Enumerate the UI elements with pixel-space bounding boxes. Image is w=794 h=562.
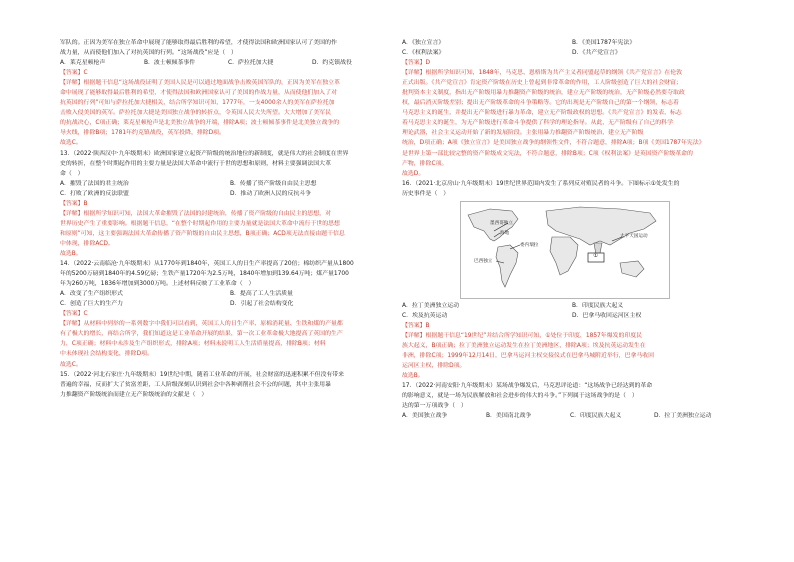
q14-answer: 【答案】C — [60, 311, 88, 318]
q13-options — [60, 179, 408, 189]
world-map-figure — [460, 201, 670, 299]
q14-detail-line: 【详解】从材料中列举的一系列数字中我们可以看到，英国工人的日生产率、原棉消耗量、生铁和煤的产量都 — [60, 321, 343, 328]
option-d: D．推动了欧洲人民的反抗斗争 — [230, 190, 312, 197]
option-a: A．美国独立战争 — [402, 413, 448, 420]
option-a: A．莱克星顿枪声 — [60, 60, 106, 67]
option-c: C．萨拉托加大捷 — [228, 60, 274, 67]
q14-stem-line: 14．（2022·云南临沧·九年级期末）从1770年到1840年，英国工人的日生产率提高了20倍；棉纺织产量从1800 — [60, 261, 354, 268]
q14-stem-line: 年为260万吨，1836年增加到3000万吨。上述材料反映了工业革命（ ） — [60, 281, 255, 288]
q15-detail-line: 权，最后消灭阶级差别；提出无产阶级革命的斗争策略等。它的出现是无产阶级自己的第一个纲领，标志着 — [402, 100, 679, 107]
q13-detail-line: 世界历史产生了重要影响。根据题干信息，“在整个时期起作用的主要力量就是法国大革命中流行于世的思想 — [60, 220, 340, 227]
q14-detail-line: 力，C项正确；材料中未涉及生产组织形式，排除A项；材料未说明工人生活质量提高，排除B项；材料 — [60, 341, 326, 348]
q13-stem-line: 13．（2022·陕西汉中·九年级期末）欧洲国家建立起资产阶级的统治地位的新制度，就是伟大的社会制度在世界 — [60, 150, 349, 157]
q12-answer: 【答案】C — [60, 70, 88, 77]
option-c: C．《权利法案》 — [402, 50, 445, 57]
q15-options — [402, 38, 750, 48]
right-column — [402, 38, 750, 421]
q16-detail-line: 运河区主权，排除D项。 — [402, 363, 466, 370]
q13-answer: 【答案】B — [60, 200, 88, 207]
q16-stem-line: 历史事件是（ ） — [402, 190, 450, 197]
q15-detail-line: 理论武器，社会主义运动开始了新的发展阶段。主张用暴力推翻资产阶级统治，建立无产阶级 — [402, 130, 644, 137]
option-d: D．《共产党宣言》 — [572, 50, 621, 57]
option-c: C．打败了欧洲的反法联盟 — [60, 190, 129, 197]
q16-answer: 【答案】B — [402, 322, 430, 329]
option-a: A．改变了生产组织形式 — [60, 291, 123, 298]
q15-detail-line: 批判资本主义制度，指出无产阶级用暴力推翻资产阶级的统治，建立无产阶级的统治，无产阶级必然要夺取政 — [402, 90, 685, 97]
q14-options — [60, 299, 408, 309]
option-c: C．埃及抗英运动 — [402, 312, 448, 319]
q15-detail-line: 统治，D项正确；A项《独立宣言》是美国独立战争的纲领性文件，不符合题意，排除A项；B项《美国1787年宪法》 — [402, 140, 705, 147]
q15-stem-line: 普遍的幸福，反而扩大了贫富差距，工人阶级深刻认识到社会中各种剥削社会不公的问题，其中主张用暴 — [60, 381, 331, 388]
q13-options — [60, 189, 408, 199]
map-marker-1: ① — [593, 252, 598, 259]
q13-detail-line: 中体现，排除ACD。 — [60, 240, 114, 247]
q16-stem-line: 16．（2021·北京房山·九年级期末）19世纪世界范围内发生了系列反对殖民者的斗争。下图标示①处发生的 — [402, 180, 680, 187]
q12-stem-line: 军队的。正因为美军在独立革命中展现了能够取得最后胜利的希望，才使得法国和欧洲国家认可了美国的作 — [60, 40, 337, 46]
q17-stem-line: 达的第一万项战争（ ） — [402, 403, 467, 410]
q15-stem-line: 力推翻资产阶级统治而建立无产阶级统治的文献是（ ） — [60, 391, 208, 398]
q14-detail-line: 故选C。 — [60, 361, 82, 368]
map-label-brazil: 巴西独立 — [474, 258, 493, 264]
q14-options — [60, 289, 408, 299]
world-map — [460, 201, 670, 299]
q12-detail-line: 抗英国的行列”可知与萨拉托加大捷相关，结合所学知识可知，1777年，一支4000余人的美军在萨拉托加 — [60, 100, 335, 107]
q13-detail-line: 【详解】根据所学知识可知，法国大革命摧毁了法国的封建统治，传播了资产阶级的自由民主的思想，对 — [60, 210, 331, 217]
q13-detail-line: 和原则”可知，这主要强调法国大革命传播了资产阶级的自由民主思想，B项正确；ACD项无法直接由题干信息 — [60, 230, 345, 237]
option-b: B．波士顿倾茶事件 — [144, 60, 196, 67]
option-a: A．《独立宣言》 — [402, 40, 445, 46]
option-d: D．巴拿马收回运河区主权 — [572, 312, 642, 319]
q12-options — [60, 58, 408, 68]
q15-detail-line: 正式出版。《共产党宣言》肯定资产阶级在历史上曾起到非常革命的作用，工人阶级创造了巨大的社会财富； — [402, 80, 682, 87]
q17-stem-line: 17．（2022·河南安阳·九年级期末）某场战争爆发后，马克思评论道：“这场战争已经达到的革命 — [402, 383, 653, 390]
q14-stem-line: 年的5200万磅到1840年的4.59亿磅；生铁产量1720年为2.5万吨，1840年增加到139.64万吨；煤产量1700 — [60, 271, 349, 278]
q15-detail-line: 故选D。 — [402, 170, 425, 177]
q17-stem-line: 的影响意义，就是一场为民族解放和社会进步的伟大的斗争。”下列属于这场战争的是（ ） — [402, 393, 638, 400]
q15-detail-line: 是世界上第一部比较完整的资产阶级成文宪法，不符合题意，排除B项；C项《权利法案》是英国资产阶级革命的 — [402, 150, 693, 157]
q16-detail-line: 【详解】根据题干信息“19世纪”并结合所学知识可知，①处位于印度，1857年爆发的印度民 — [402, 332, 643, 339]
option-c: C．创造了巨大的生产力 — [60, 301, 124, 308]
q12-detail-line: 命中展现了能够取得最后胜利的希望，才使得法国和欧洲国家认可了美国的作战力量，从而使他们加入了对 — [60, 90, 337, 97]
q16-detail-line: 族大起义，B项正确；拉丁美洲独立运动发生在拉丁美洲地区，排除A项；埃及抗英运动发生在 — [402, 342, 646, 349]
q12-stem-line: 战力量，从而使他们加入了对抗英国的行列。“这场战役”应是（ ） — [60, 50, 237, 57]
q16-options — [402, 301, 750, 311]
q13-stem-line: 命（ ） — [60, 170, 84, 177]
q13-detail-line: 故选B。 — [60, 250, 82, 257]
option-d: D．引起了社会结构变化 — [230, 301, 294, 308]
map-label-mexico: 墨西哥独立 — [490, 220, 513, 226]
left-column — [60, 38, 408, 400]
option-d: D．约克镇战役 — [312, 60, 352, 67]
map-label-haiti: 海地 — [500, 230, 510, 236]
q17-options — [402, 411, 750, 421]
q14-detail-line: 中未体现社会结构变化，排除D项。 — [60, 351, 153, 358]
option-b: B．提高了工人生活质量 — [230, 291, 293, 298]
q15-answer: 【答案】D — [402, 60, 431, 67]
option-b: B．传播了资产阶级自由民主思想 — [230, 180, 317, 187]
q12-detail-line: 导火线，排除B项；1781年约克镇战役，英军投降，排除D项。 — [60, 130, 225, 137]
q15-detail-line: 产物，排除C项。 — [402, 160, 448, 167]
q15-detail-line: 着马克思主义的诞生，为无产阶级进行革命斗争提供了科学的理论指导。从此，无产阶级有了自己的科学 — [402, 120, 673, 127]
q14-detail-line: 有了极大的增长，再结合所学，我们知道这是工业革命开展的结果，第一次工业革命极大地提高了英国的生产 — [60, 331, 343, 338]
option-a: A．摧毁了法国的君主统治 — [60, 180, 129, 187]
q15-stem-line: 15．（2022·河北石家庄·九年级期末）19世纪中期，随着工业革命的开展，社会财富的迅速积累不但没有带来 — [60, 371, 345, 378]
q16-detail-line: 非洲，排除C项；1999年12月14日，巴拿马运河主权交接仪式在巴拿马城附近举行，巴拿马收回 — [402, 352, 655, 359]
q16-detail-line: 故选B。 — [402, 373, 424, 380]
q12-detail-line: 故选C。 — [60, 140, 82, 147]
option-d: D．拉丁美洲独立运动 — [654, 413, 712, 420]
q16-options — [402, 311, 750, 321]
option-b: B．《美国1787年宪法》 — [572, 40, 636, 46]
option-b: B．印度民族大起义 — [572, 302, 624, 309]
q12-detail-line: 击败入侵美国的英军。萨拉托加大捷是美国独立战争的转折点，令英国人民大失所望。大大增加了美军民 — [60, 110, 331, 117]
q13-stem-line: 史的转折，在整个时期起作用的主要力量是法国大革命中流行于世的思想和原则，材料主要强调法国大革 — [60, 160, 331, 167]
q15-detail-line: 马克思主义的诞生，并提出无产阶级进行暴力革命，建立无产阶级政权的思想。《共产党宣言》的发表，标志 — [402, 110, 682, 117]
q12-detail-line: 的抗战决心，C项正确；莱克星顿枪声是北美独立战争的开端，排除A项；波士顿倾茶事件是北美独立战争的 — [60, 120, 340, 127]
option-b: B．美国南北战争 — [486, 413, 532, 420]
q12-detail-line: 【详解】根据题干信息“这场战役证明了美国人民是可以通过地面战争击败英国军队的，正因为美军在独立革 — [60, 80, 340, 87]
map-label-taiping: 太平天国运动 — [620, 233, 648, 239]
map-label-venezuela: 委内瑞拉 — [520, 242, 539, 248]
q15-detail-line: 【详解】根据所学知识可知，1848年，马克思、恩格斯为共产主义者同盟起草的纲领《共产党宣言》在伦敦 — [402, 70, 683, 77]
option-c: C．印度民族大起义 — [570, 413, 622, 420]
q15-options — [402, 48, 750, 58]
option-a: A．拉丁美洲独立运动 — [402, 302, 460, 309]
